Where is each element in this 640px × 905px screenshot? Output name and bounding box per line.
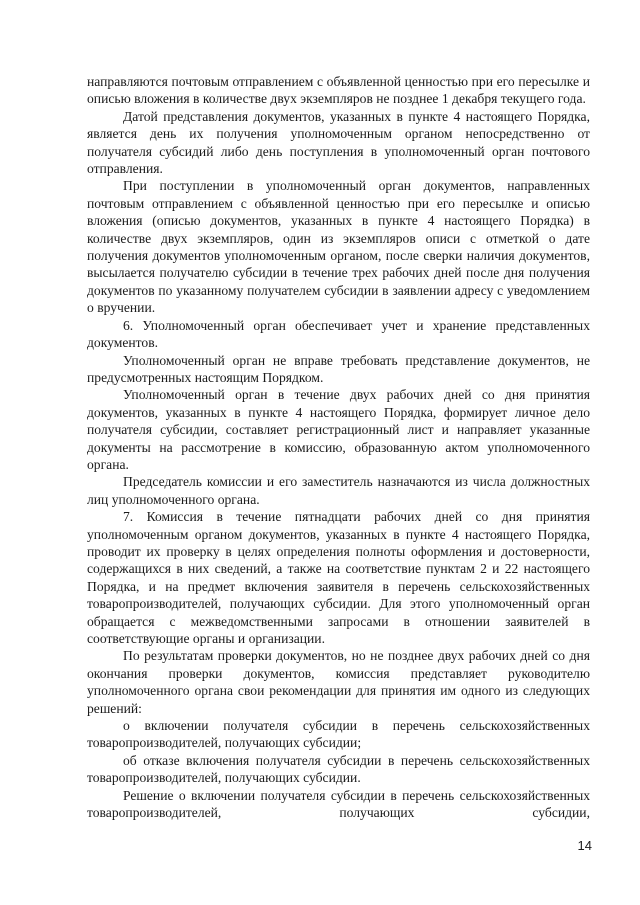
paragraph-no-extra-documents: Уполномоченный орган не вправе требовать представление документов, не предусмотренных настоящим Порядком. bbox=[87, 352, 590, 385]
paragraph-decision-refuse: об отказе включения получателя субсидии в перечень сельскохозяйственных товаропроизводителей, получающих субсидии. bbox=[87, 752, 590, 786]
paragraph-decision-include: о включении получателя субсидии в перечень сельскохозяйственных товаропроизводителей, получающих субсидии; bbox=[87, 718, 590, 751]
paragraph-item-6: 6. Уполномоченный орган обеспечивает учет и хранение представленных документов. bbox=[87, 317, 590, 351]
paragraph-personal-file: Уполномоченный орган в течение двух рабочих дней со дня принятия документов, указанных в пункте 4 настоящего Порядка, формирует личное дело получателя субсидии, составляет регистрационный лист и направляет указанные документы на рассмотрение в комиссию, образованную актом уполномоченного органа. bbox=[87, 387, 590, 472]
paragraph-postal-receipt: При поступлении в уполномоченный орган документов, направленных почтовым отправлением с объявленной ценностью при его пересылке и описью вложения (описью документов, указанных в пункте 4 настоящего Порядка) в количестве двух экземпляров, один из экземпляров описи с отметкой о дате получения документов уполномоченным органом, после сверки наличия документов, высылается получателю субсидии в течение трех рабочих дней после дня получения документов по указанному получателем субсидии в заявлении адресу с уведомлением о вручении. bbox=[87, 178, 590, 316]
paragraph-review-results: По результатам проверки документов, но не позднее двух рабочих дней со дня окончания проверки документов, комиссия представляет руководителю уполномоченного органа свои рекомендации для принятия им одного из следующих решений: bbox=[87, 648, 590, 716]
paragraph-decision-continued: Решение о включении получателя субсидии в перечень сельскохозяйственных товаропроизводителей, получающих субсидии, bbox=[87, 787, 590, 821]
paragraph-continuation: направляются почтовым отправлением с объявленной ценностью при его пересылке и описью вложения в количестве двух экземпляров не позднее 1 декабря текущего года. bbox=[87, 74, 590, 107]
document-body bbox=[87, 73, 590, 821]
paragraph-item-7: 7. Комиссия в течение пятнадцати рабочих дней со дня принятия уполномоченным органом документов, указанных в пункте 4 настоящего Порядка, проводит их проверку в целях определения полноты оформления и достоверности, содержащихся в них сведений, а также на соответствие пунктам 2 и 22 настоящего Порядка, и на предмет включения заявителя в перечень сельскохозяйственных товаропроизводителей, получающих субсидии. Для этого уполномоченный орган обращается с межведомственными запросами в отношении заявителей в соответствующие органы и организации. bbox=[87, 509, 590, 646]
page-number: 14 bbox=[577, 838, 592, 853]
paragraph-commission-chair: Председатель комиссии и его заместитель назначаются из числа должностных лиц уполномоченного органа. bbox=[87, 474, 590, 507]
paragraph-submission-date: Датой представления документов, указанных в пункте 4 настоящего Порядка, является день их получения уполномоченным органом непосредственно от получателя субсидий либо день поступления в уполномоченный орган почтового отправления. bbox=[87, 108, 590, 177]
